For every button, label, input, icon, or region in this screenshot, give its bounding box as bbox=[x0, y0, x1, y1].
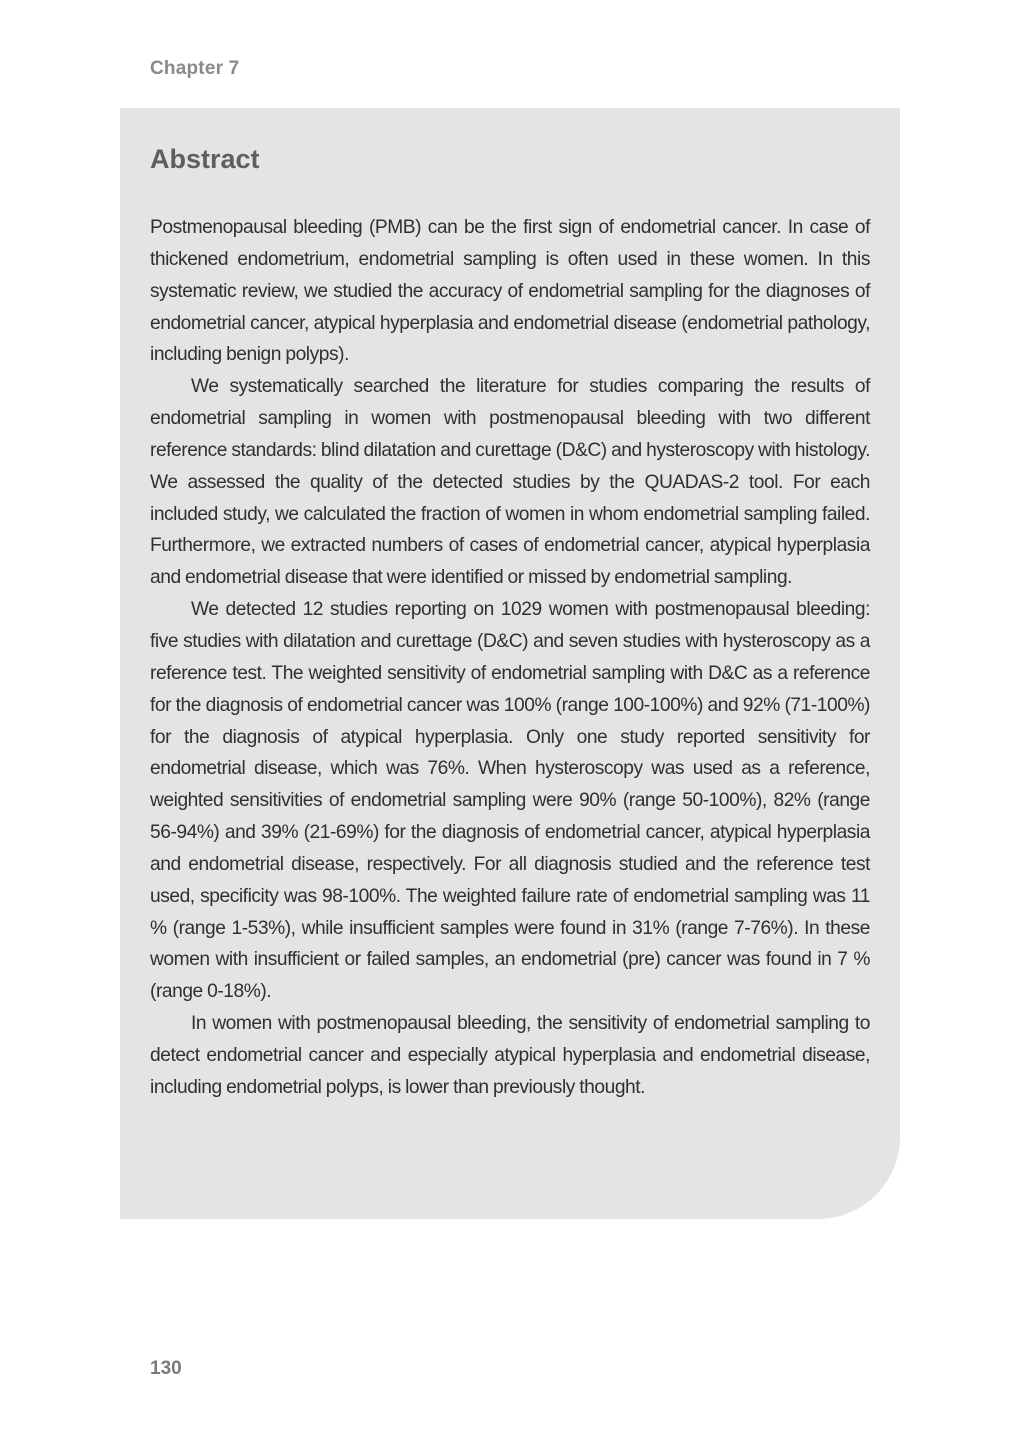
running-head-chapter: Chapter 7 bbox=[150, 58, 240, 79]
page-number: 130 bbox=[150, 1358, 182, 1379]
abstract-paragraph-results: We detected 12 studies reporting on 1029 women with postmenopausal bleeding: five studies with dilatation and curettage (D&C) and seven studies with hysteroscopy as a reference test. The weighted sensitivity of endometrial sampling with D&C as a reference for the diagnosis of endometrial cancer was 100% (range 100-100%) and 92% (71-100%) for the diagnosis of atypical hyperplasia. Only one study reported sensitivity for endometrial disease, which was 76%. When hysteroscopy was used as a reference, weighted sensitivities of endometrial sampling were 90% (range 50-100%), 82% (range 56-94%) and 39% (21-69%) for the diagnosis of endometrial cancer, atypical hyperplasia and endometrial disease, respectively. For all diagnosis studied and the reference test used, specificity was 98-100%. The weighted failure rate of endometrial sampling was 11 % (range 1-53%), while insufficient samples were found in 31% (range 7-76%). In these women with insufficient or failed samples, an endometrial (pre) cancer was found in 7 % (range 0-18%). bbox=[150, 599, 870, 1003]
abstract-paragraph-conclusion: In women with postmenopausal bleeding, the sensitivity of endometrial sampling to detect endometrial cancer and especially atypical hyperplasia and endometrial disease, including endometrial polyps, is lower than previously thought. bbox=[150, 1013, 870, 1098]
abstract-heading: Abstract bbox=[150, 144, 260, 174]
abstract-paragraph-methods: We systematically searched the literature for studies comparing the results of endometrial sampling in women with postmenopausal bleeding with two different reference standards: blind dilatation and curettage (D&C) and hysteroscopy with histology. We assessed the quality of the detected studies by the QUADAS-2 tool. For each included study, we calculated the fraction of women in whom endometrial sampling failed. Furthermore, we extracted numbers of cases of endometrial cancer, atypical hyperplasia and endometrial disease that were identified or missed by endometrial sampling. bbox=[150, 376, 870, 589]
abstract-body bbox=[150, 212, 870, 1104]
abstract-paragraph-background: Postmenopausal bleeding (PMB) can be the first sign of endometrial cancer. In case of thickened endometrium, endometrial sampling is often used in these women. In this systematic review, we studied the accuracy of endometrial sampling for the diagnoses of endometrial cancer, atypical hyperplasia and endometrial disease (endometrial pathology, including benign polyps). bbox=[150, 217, 870, 366]
